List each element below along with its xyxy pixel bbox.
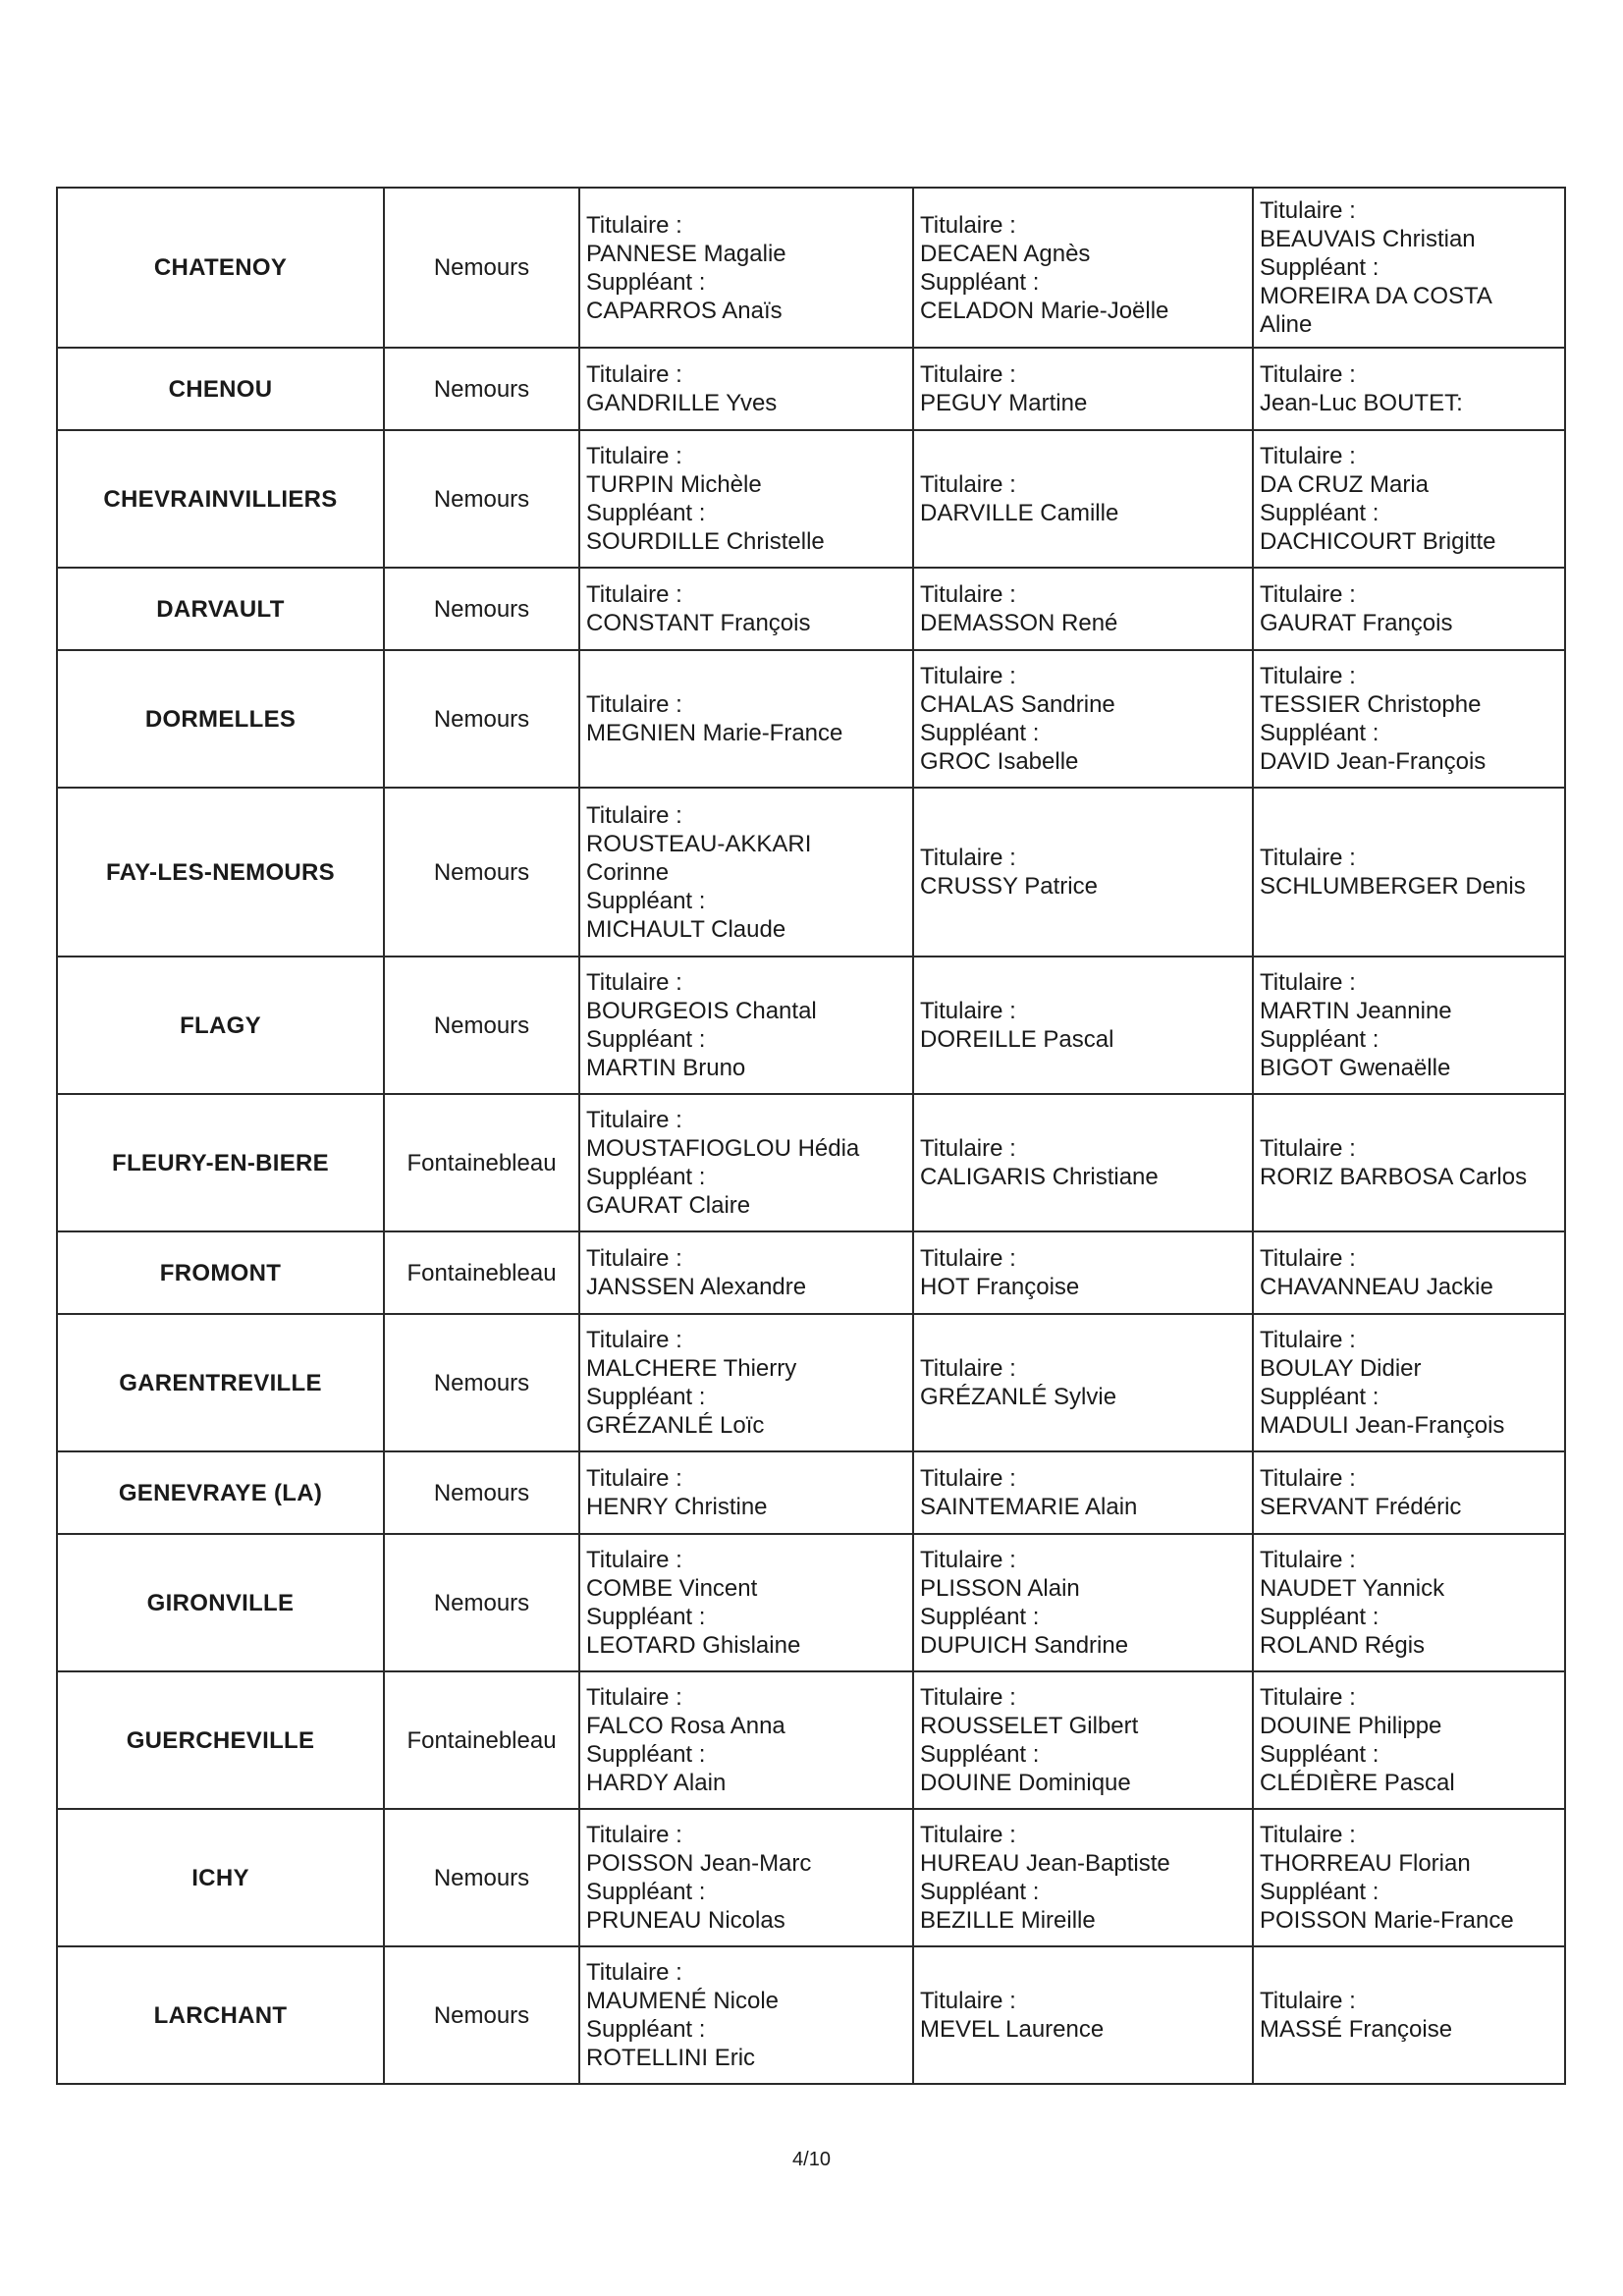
delegate-name: DAVID Jean-François	[1260, 748, 1487, 775]
delegate-cell	[913, 1451, 1253, 1534]
delegate-name: CLÉDIÈRE Pascal	[1260, 1770, 1455, 1796]
role-label: Titulaire :	[920, 211, 1016, 239]
delegate-cell	[1253, 348, 1565, 430]
delegate-cell	[579, 788, 913, 957]
table-row	[57, 788, 1565, 957]
canton-name: Fontainebleau	[384, 1094, 579, 1231]
canton-name: Nemours	[384, 957, 579, 1094]
delegate-name: DUPUICH Sandrine	[920, 1632, 1129, 1659]
role-label: Titulaire :	[920, 663, 1016, 689]
role-label: Titulaire :	[1260, 1988, 1356, 2014]
canton-name: Fontainebleau	[384, 1231, 579, 1314]
delegate-name: BOURGEOIS Chantal	[586, 998, 817, 1024]
delegate-name: GROC Isabelle	[920, 748, 1079, 775]
canton-name: Nemours	[384, 348, 579, 430]
role-label: Suppléant :	[1260, 254, 1380, 281]
table-body	[57, 188, 1565, 2084]
role-label: Suppléant :	[1260, 1026, 1380, 1053]
delegate-cell	[913, 1946, 1253, 2084]
delegate-name: LEOTARD Ghislaine	[586, 1632, 801, 1659]
delegate-cell	[1253, 1671, 1565, 1809]
delegate-cell	[1253, 1809, 1565, 1946]
role-label: Suppléant :	[586, 1741, 706, 1768]
role-label: Titulaire :	[1260, 1822, 1356, 1848]
delegate-name: DA CRUZ Maria	[1260, 471, 1430, 498]
delegate-name: MICHAULT Claude	[586, 915, 786, 943]
delegate-name: CHALAS Sandrine	[920, 691, 1115, 718]
delegate-name: MALCHERE Thierry	[586, 1355, 797, 1382]
delegate-name: CAPARROS Anaïs	[586, 297, 783, 324]
role-label: Titulaire :	[586, 361, 682, 388]
delegate-name: CRUSSY Patrice	[920, 873, 1098, 900]
delegate-name: ROTELLINI Eric	[586, 2045, 756, 2071]
role-label: Titulaire :	[1260, 663, 1356, 689]
role-label: Titulaire :	[920, 471, 1016, 498]
canton-name: Nemours	[384, 430, 579, 568]
delegate-name: MAUMENÉ Nicole	[586, 1988, 780, 2014]
delegate-name: CONSTANT François	[586, 610, 811, 636]
commune-name: DARVAULT	[57, 568, 384, 650]
role-label: Titulaire :	[1260, 1547, 1356, 1573]
delegate-cell	[1253, 650, 1565, 788]
delegate-cell	[1253, 1534, 1565, 1671]
delegate-name: MASSÉ Françoise	[1260, 2016, 1453, 2043]
role-label: Titulaire :	[920, 1355, 1016, 1382]
role-label: Titulaire :	[586, 1465, 682, 1492]
role-label: Titulaire :	[1260, 845, 1356, 871]
canton-name: Nemours	[384, 1809, 579, 1946]
delegate-name: BEZILLE Mireille	[920, 1907, 1096, 1934]
role-label: Suppléant :	[1260, 1604, 1380, 1630]
delegate-name: THORREAU Florian	[1260, 1850, 1471, 1877]
delegate-cell	[579, 957, 913, 1094]
role-label: Titulaire :	[1260, 361, 1356, 388]
delegate-cell	[913, 788, 1253, 957]
delegate-name: POISSON Marie-France	[1260, 1907, 1514, 1934]
role-label: Titulaire :	[586, 801, 682, 829]
table-row	[57, 1094, 1565, 1231]
delegate-name: MADULI Jean-François	[1260, 1412, 1505, 1439]
commune-name: GARENTREVILLE	[57, 1314, 384, 1451]
delegate-name: SAINTEMARIE Alain	[920, 1494, 1138, 1520]
role-label: Titulaire :	[920, 845, 1016, 871]
canton-name: Nemours	[384, 1946, 579, 2084]
delegate-cell	[1253, 788, 1565, 957]
role-label: Suppléant :	[586, 1164, 706, 1190]
delegate-name: GANDRILLE Yves	[586, 390, 778, 416]
delegate-name: GRÉZANLÉ Loïc	[586, 1412, 765, 1439]
role-label: Titulaire :	[586, 1547, 682, 1573]
delegate-cell	[579, 348, 913, 430]
delegate-cell	[913, 1094, 1253, 1231]
delegate-cell	[1253, 1946, 1565, 2084]
delegate-cell	[579, 1671, 913, 1809]
delegate-name: ROUSTEAU-AKKARI	[586, 830, 812, 857]
role-label: Titulaire :	[920, 1245, 1016, 1272]
role-label: Titulaire :	[920, 1135, 1016, 1162]
commune-name: CHEVRAINVILLIERS	[57, 430, 384, 568]
role-label: Suppléant :	[920, 268, 1040, 296]
role-label: Titulaire :	[920, 361, 1016, 388]
delegate-name: TESSIER Christophe	[1260, 691, 1482, 718]
delegates-table	[56, 187, 1566, 2085]
canton-name: Nemours	[384, 1534, 579, 1671]
commune-name: FLAGY	[57, 957, 384, 1094]
delegate-name: MOUSTAFIOGLOU Hédia	[586, 1135, 860, 1162]
table-row	[57, 1314, 1565, 1451]
delegate-name: DOREILLE Pascal	[920, 1026, 1114, 1053]
role-label: Titulaire :	[1260, 1684, 1356, 1711]
delegate-name: GAURAT François	[1260, 610, 1453, 636]
delegate-name: CHAVANNEAU Jackie	[1260, 1274, 1493, 1300]
delegate-cell	[1253, 1451, 1565, 1534]
role-label: Titulaire :	[586, 1684, 682, 1711]
delegate-cell	[913, 1671, 1253, 1809]
table-row	[57, 568, 1565, 650]
delegate-cell	[1253, 1231, 1565, 1314]
delegate-name: PLISSON Alain	[920, 1575, 1080, 1602]
delegate-name: BOULAY Didier	[1260, 1355, 1422, 1382]
delegate-cell	[1253, 957, 1565, 1094]
role-label: Titulaire :	[1260, 443, 1356, 469]
role-label: Suppléant :	[1260, 1384, 1380, 1410]
delegate-name: PANNESE Magalie	[586, 240, 786, 267]
delegate-cell	[579, 1946, 913, 2084]
role-label: Titulaire :	[1260, 1465, 1356, 1492]
table-row	[57, 650, 1565, 788]
delegate-name: TURPIN Michèle	[586, 471, 762, 498]
delegate-name: DECAEN Agnès	[920, 240, 1091, 267]
delegate-name: Aline	[1260, 311, 1313, 338]
table-row	[57, 1534, 1565, 1671]
table-row	[57, 1671, 1565, 1809]
delegate-name: Corinne	[586, 858, 670, 886]
delegate-name: GRÉZANLÉ Sylvie	[920, 1384, 1117, 1410]
table-row	[57, 957, 1565, 1094]
delegate-cell	[579, 650, 913, 788]
role-label: Suppléant :	[1260, 1741, 1380, 1768]
role-label: Suppléant :	[586, 2016, 706, 2043]
delegate-cell	[579, 430, 913, 568]
role-label: Titulaire :	[586, 1327, 682, 1353]
role-label: Suppléant :	[586, 1604, 706, 1630]
delegate-name: CELADON Marie-Joëlle	[920, 297, 1169, 324]
delegate-name: GAURAT Claire	[586, 1192, 751, 1219]
role-label: Titulaire :	[920, 581, 1016, 608]
role-label: Jean-Luc BOUTET:	[1260, 390, 1463, 416]
delegate-name: SERVANT Frédéric	[1260, 1494, 1462, 1520]
delegate-name: CALIGARIS Christiane	[920, 1164, 1159, 1190]
delegate-cell	[1253, 1094, 1565, 1231]
role-label: Titulaire :	[586, 969, 682, 996]
delegate-cell	[913, 348, 1253, 430]
commune-name: FROMONT	[57, 1231, 384, 1314]
delegate-name: ROUSSELET Gilbert	[920, 1713, 1139, 1739]
table-row	[57, 1451, 1565, 1534]
canton-name: Nemours	[384, 1314, 579, 1451]
role-label: Titulaire :	[586, 1959, 682, 1986]
role-label: Titulaire :	[1260, 1245, 1356, 1272]
delegate-name: POISSON Jean-Marc	[586, 1850, 812, 1877]
delegate-cell	[1253, 188, 1565, 348]
delegate-cell	[1253, 430, 1565, 568]
canton-name: Nemours	[384, 568, 579, 650]
role-label: Titulaire :	[586, 691, 682, 718]
delegate-name: ROLAND Régis	[1260, 1632, 1426, 1659]
delegate-name: BEAUVAIS Christian	[1260, 226, 1476, 252]
delegate-name: SCHLUMBERGER Denis	[1260, 873, 1526, 900]
commune-name: LARCHANT	[57, 1946, 384, 2084]
role-label: Suppléant :	[586, 1026, 706, 1053]
commune-name: CHATENOY	[57, 188, 384, 348]
delegate-name: DARVILLE Camille	[920, 500, 1119, 526]
delegate-name: MOREIRA DA COSTA	[1260, 283, 1492, 309]
delegate-cell	[913, 188, 1253, 348]
role-label: Suppléant :	[920, 1604, 1040, 1630]
delegate-cell	[579, 568, 913, 650]
delegate-name: BIGOT Gwenaëlle	[1260, 1055, 1451, 1081]
table-row	[57, 348, 1565, 430]
role-label: Titulaire :	[586, 1822, 682, 1848]
delegate-name: PRUNEAU Nicolas	[586, 1907, 785, 1934]
delegate-cell	[913, 1231, 1253, 1314]
role-label: Suppléant :	[586, 1879, 706, 1905]
role-label: Suppléant :	[586, 500, 706, 526]
commune-name: GUERCHEVILLE	[57, 1671, 384, 1809]
delegate-cell	[913, 650, 1253, 788]
delegate-cell	[579, 1534, 913, 1671]
role-label: Titulaire :	[1260, 969, 1356, 996]
delegate-name: SOURDILLE Christelle	[586, 528, 825, 555]
role-label: Titulaire :	[920, 1547, 1016, 1573]
delegate-cell	[913, 1809, 1253, 1946]
role-label: Suppléant :	[920, 1741, 1040, 1768]
role-label: Titulaire :	[920, 998, 1016, 1024]
table-row	[57, 1946, 1565, 2084]
canton-name: Nemours	[384, 650, 579, 788]
table-row	[57, 1809, 1565, 1946]
delegate-name: HUREAU Jean-Baptiste	[920, 1850, 1170, 1877]
role-label: Titulaire :	[920, 1822, 1016, 1848]
role-label: Titulaire :	[586, 1245, 682, 1272]
delegate-cell	[579, 1451, 913, 1534]
delegate-cell	[579, 1231, 913, 1314]
role-label: Suppléant :	[586, 268, 706, 296]
delegate-name: RORIZ BARBOSA Carlos	[1260, 1164, 1528, 1190]
table-row	[57, 430, 1565, 568]
delegate-name: NAUDET Yannick	[1260, 1575, 1445, 1602]
delegate-name: MARTIN Bruno	[586, 1055, 746, 1081]
delegate-name: DACHICOURT Brigitte	[1260, 528, 1496, 555]
canton-name: Nemours	[384, 188, 579, 348]
role-label: Titulaire :	[586, 1107, 682, 1133]
commune-name: DORMELLES	[57, 650, 384, 788]
role-label: Suppléant :	[1260, 500, 1380, 526]
delegate-name: MEGNIEN Marie-France	[586, 720, 843, 746]
role-label: Titulaire :	[586, 581, 682, 608]
delegate-name: HARDY Alain	[586, 1770, 727, 1796]
delegate-cell	[1253, 568, 1565, 650]
delegate-name: DOUINE Philippe	[1260, 1713, 1442, 1739]
page-number: 4/10	[792, 2149, 831, 2170]
commune-name: CHENOU	[57, 348, 384, 430]
canton-name: Fontainebleau	[384, 1671, 579, 1809]
role-label: Suppléant :	[586, 887, 706, 914]
delegate-cell	[1253, 1314, 1565, 1451]
role-label: Titulaire :	[586, 211, 682, 239]
role-label: Titulaire :	[920, 1684, 1016, 1711]
role-label: Titulaire :	[1260, 1135, 1356, 1162]
delegate-cell	[913, 1534, 1253, 1671]
role-label: Suppléant :	[1260, 720, 1380, 746]
delegate-cell	[913, 957, 1253, 1094]
canton-name: Nemours	[384, 788, 579, 957]
table-row	[57, 1231, 1565, 1314]
commune-name: FAY-LES-NEMOURS	[57, 788, 384, 957]
delegate-name: DOUINE Dominique	[920, 1770, 1131, 1796]
delegate-cell	[913, 430, 1253, 568]
delegate-cell	[579, 1314, 913, 1451]
role-label: Titulaire :	[1260, 1327, 1356, 1353]
delegate-name: HOT Françoise	[920, 1274, 1080, 1300]
canton-name: Nemours	[384, 1451, 579, 1534]
delegate-cell	[913, 1314, 1253, 1451]
commune-name: FLEURY-EN-BIERE	[57, 1094, 384, 1231]
delegate-name: COMBE Vincent	[586, 1575, 758, 1602]
delegate-name: JANSSEN Alexandre	[586, 1274, 807, 1300]
table-row	[57, 188, 1565, 348]
delegate-name: PEGUY Martine	[920, 390, 1088, 416]
delegate-name: MEVEL Laurence	[920, 2016, 1105, 2043]
delegate-name: MARTIN Jeannine	[1260, 998, 1452, 1024]
commune-name: GIRONVILLE	[57, 1534, 384, 1671]
role-label: Suppléant :	[920, 720, 1040, 746]
delegate-cell	[579, 1809, 913, 1946]
delegate-name: DEMASSON René	[920, 610, 1118, 636]
role-label: Suppléant :	[920, 1879, 1040, 1905]
commune-name: ICHY	[57, 1809, 384, 1946]
role-label: Titulaire :	[920, 1465, 1016, 1492]
role-label: Titulaire :	[920, 1988, 1016, 2014]
role-label: Titulaire :	[1260, 581, 1356, 608]
role-label: Titulaire :	[586, 443, 682, 469]
delegate-cell	[579, 1094, 913, 1231]
commune-name: GENEVRAYE (LA)	[57, 1451, 384, 1534]
delegate-name: HENRY Christine	[586, 1494, 768, 1520]
delegate-cell	[913, 568, 1253, 650]
role-label: Suppléant :	[586, 1384, 706, 1410]
role-label: Suppléant :	[1260, 1879, 1380, 1905]
role-label: Titulaire :	[1260, 197, 1356, 224]
delegate-name: FALCO Rosa Anna	[586, 1713, 785, 1739]
delegate-cell	[579, 188, 913, 348]
